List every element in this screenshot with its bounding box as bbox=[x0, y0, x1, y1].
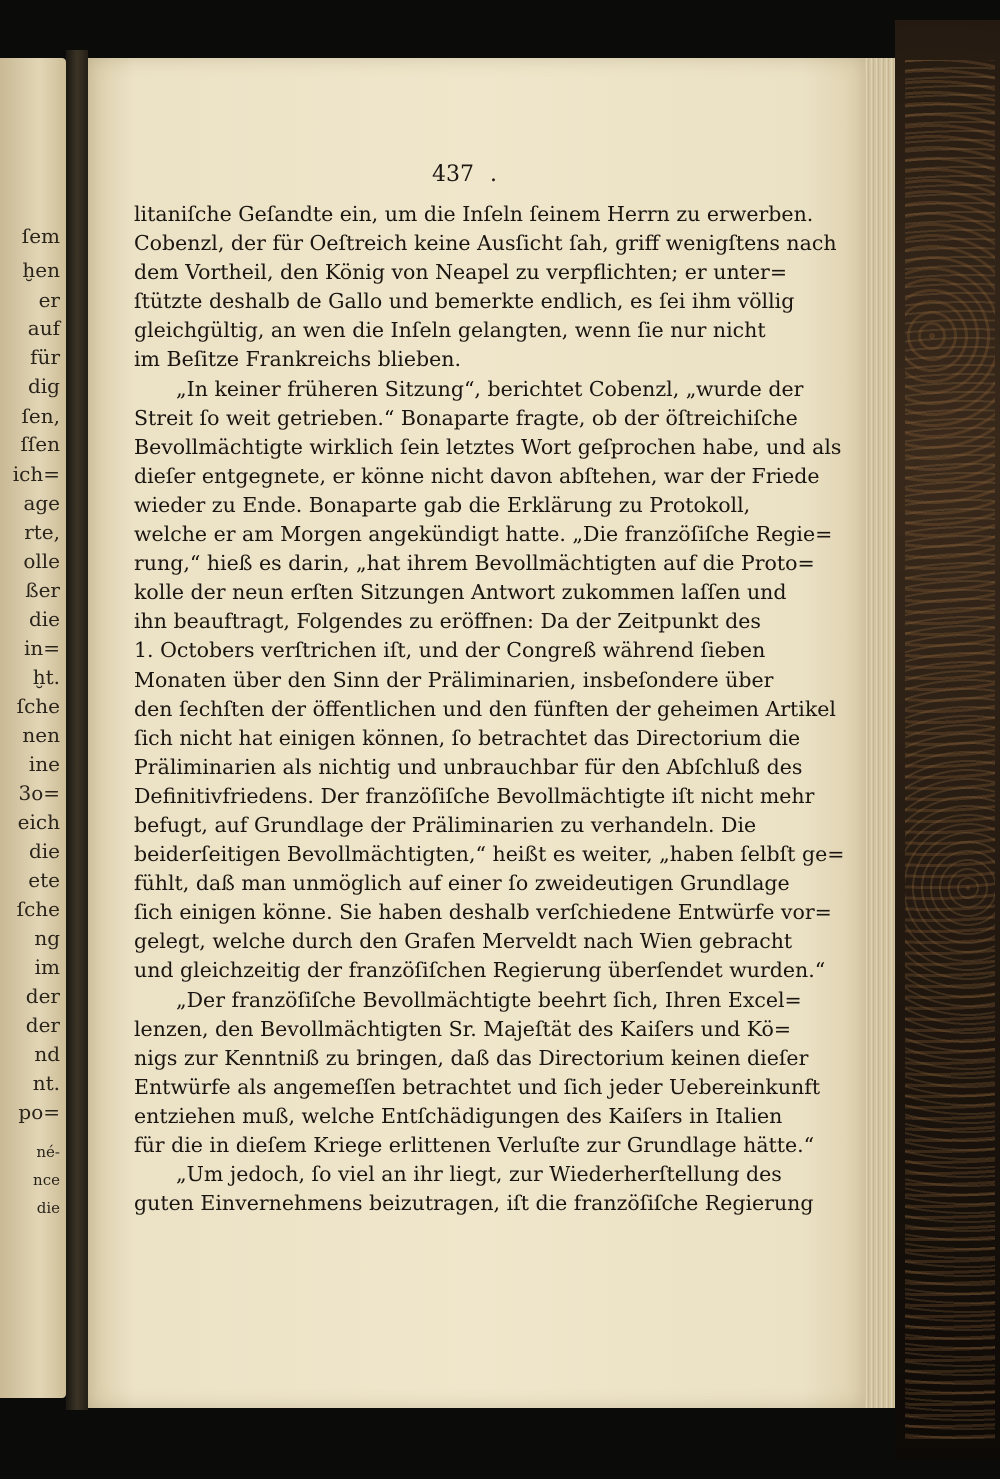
text-line: beiderſeitigen Bevollmächtigten,“ heißt es weiter, „haben ſelbſt ge= bbox=[134, 842, 845, 867]
left-page-fragment: die bbox=[36, 1199, 60, 1217]
left-page-fragment: ng bbox=[34, 926, 60, 950]
left-page-fragment: ſche bbox=[16, 897, 60, 921]
left-page-fragment: ßer bbox=[25, 578, 60, 602]
text-line: Präliminarien als nichtig und unbrauchbar für den Abſchluß des bbox=[134, 754, 803, 779]
text-line: guten Einvernehmens beizutragen, iſt die franzöſiſche Regierung bbox=[134, 1191, 814, 1216]
left-page-fragment: ſche bbox=[16, 694, 60, 718]
text-line: gelegt, welche durch den Grafen Merveldt nach Wien gebracht bbox=[134, 929, 793, 954]
right-page bbox=[88, 58, 865, 1408]
left-page-fragment: ſſen bbox=[20, 432, 60, 456]
text-line: Monaten über den Sinn der Präliminarien, insbeſondere über bbox=[134, 667, 774, 692]
left-page-fragment: er bbox=[38, 288, 60, 312]
text-line: lenzen, den Bevollmächtigten Sr. Majeſtät des Kaiſers und Kö= bbox=[134, 1016, 792, 1041]
text-line: für die in dieſem Kriege erlittenen Verluſte zur Grundlage hätte.“ bbox=[134, 1133, 815, 1157]
left-page-fragment: im bbox=[34, 955, 60, 979]
text-line: nigs zur Kenntniß zu bringen, daß das Directorium keinen dieſer bbox=[134, 1045, 809, 1070]
text-line: Cobenzl, der für Oeſtreich keine Ausſicht ſah, griff wenigſtens nach bbox=[134, 231, 837, 256]
left-page-fragment: ḫt. bbox=[32, 665, 60, 689]
text-line: rung,“ hieß es darin, „hat ihrem Bevollmächtigten auf die Proto= bbox=[134, 551, 815, 576]
left-page-fragment: dig bbox=[27, 374, 60, 398]
left-page-fragment: né- bbox=[36, 1143, 60, 1161]
text-line: entziehen muß, welche Entſchädigungen des Kaiſers in Italien bbox=[134, 1103, 783, 1128]
text-line: welche er am Morgen angekündigt hatte. „Die franzöſiſche Regie= bbox=[134, 522, 833, 547]
left-page-fragment: rte, bbox=[24, 520, 60, 544]
left-page-fragment: po= bbox=[18, 1100, 60, 1124]
left-page-fragment: ſem bbox=[21, 224, 60, 248]
text-line: wieder zu Ende. Bonaparte gab die Erklärung zu Protokoll, bbox=[134, 492, 751, 517]
text-line: befugt, auf Grundlage der Präliminarien zu verhandeln. Die bbox=[134, 812, 757, 837]
left-page-fragment: nce bbox=[33, 1171, 60, 1189]
text-line: „Der franzöſiſche Bevollmächtigte beehrt ſich, Ihren Excel= bbox=[176, 987, 802, 1012]
left-page-fragment: ḫen bbox=[22, 258, 60, 282]
text-line: Bevollmächtigte wirklich ſein letztes Wort geſprochen habe, und als bbox=[134, 434, 842, 459]
left-page-fragment: nen bbox=[22, 723, 60, 747]
left-page-fragment: die bbox=[28, 839, 60, 863]
text-line: Streit ſo weit getrieben.“ Bonaparte fragte, ob der öſtreichiſche bbox=[134, 405, 798, 430]
left-page-fragment: in= bbox=[23, 636, 60, 660]
text-line: den ſechſten der öffentlichen und den fünften der geheimen Artikel bbox=[134, 696, 836, 721]
left-page-fragment: der bbox=[25, 1013, 60, 1037]
text-line: im Beſitze Frankreichs blieben. bbox=[134, 347, 461, 372]
body-text bbox=[134, 200, 845, 1218]
text-line: Definitivfriedens. Der franzöſiſche Bevollmächtigte iſt nicht mehr bbox=[134, 783, 815, 808]
text-line: dem Vortheil, den König von Neapel zu verpflichten; er unter= bbox=[134, 260, 787, 285]
left-page-fragment: ich= bbox=[12, 462, 60, 486]
left-page-fragment: olle bbox=[23, 549, 60, 573]
left-page-fragment: age bbox=[23, 491, 60, 515]
left-page-fragment: nd bbox=[34, 1042, 60, 1066]
text-line: ſich nicht hat einigen können, ſo betrachtet das Directorium die bbox=[134, 725, 801, 750]
left-page-fragment: nt. bbox=[32, 1071, 60, 1095]
left-page-fragment: ſen, bbox=[21, 404, 60, 428]
text-line: „Um jedoch, ſo viel an ihr liegt, zur Wiederherſtellung des bbox=[176, 1162, 782, 1187]
left-page-fragment: eich bbox=[17, 810, 60, 834]
book-gutter bbox=[66, 50, 88, 1410]
book-cover bbox=[895, 20, 1000, 1460]
left-page-fragment: die bbox=[28, 607, 60, 631]
left-page-fragment: ine bbox=[28, 752, 60, 776]
text-line: ſtützte deshalb de Gallo und bemerkte endlich, es ſei ihm völlig bbox=[134, 289, 795, 314]
text-line: „In keiner früheren Sitzung“, berichtet Cobenzl, „wurde der bbox=[176, 376, 804, 401]
text-line: ihn beauftragt, Folgendes zu eröffnen: Da der Zeitpunkt des bbox=[134, 609, 761, 634]
text-line: Entwürfe als angemeſſen betrachtet und ſich jeder Uebereinkunft bbox=[134, 1074, 821, 1099]
cover-marbling bbox=[905, 60, 995, 1440]
text-line: gleichgültig, an wen die Inſeln gelangten, wenn ſie nur nicht bbox=[134, 318, 766, 343]
left-page-fragment: ete bbox=[28, 868, 60, 892]
text-line: und gleichzeitig der franzöſiſchen Regierung überſendet wurden.“ bbox=[134, 958, 826, 983]
left-page-edge bbox=[0, 58, 66, 1398]
text-line: 1. Octobers verſtrichen iſt, und der Congreß während ſieben bbox=[134, 638, 766, 663]
left-page-fragment: 3o= bbox=[18, 781, 60, 805]
left-page-fragment: der bbox=[25, 984, 60, 1008]
left-page-fragment: auf bbox=[27, 316, 60, 340]
text-line: ſich einigen könne. Sie haben deshalb verſchiedene Entwürfe vor= bbox=[134, 900, 832, 925]
text-line: kolle der neun erſten Sitzungen Antwort zukommen laſſen und bbox=[134, 580, 787, 605]
page-number-dot: . bbox=[490, 162, 497, 187]
left-page-fragment: für bbox=[30, 345, 60, 369]
page-number: 437 bbox=[432, 162, 474, 187]
text-line: dieſer entgegnete, er könne nicht davon abſtehen, war der Friede bbox=[134, 463, 820, 488]
page-stack-edge bbox=[865, 58, 895, 1408]
text-line: fühlt, daß man unmöglich auf einer ſo zweideutigen Grundlage bbox=[134, 871, 790, 896]
text-line: litaniſche Geſandte ein, um die Inſeln ſeinem Herrn zu erwerben. bbox=[134, 202, 814, 226]
